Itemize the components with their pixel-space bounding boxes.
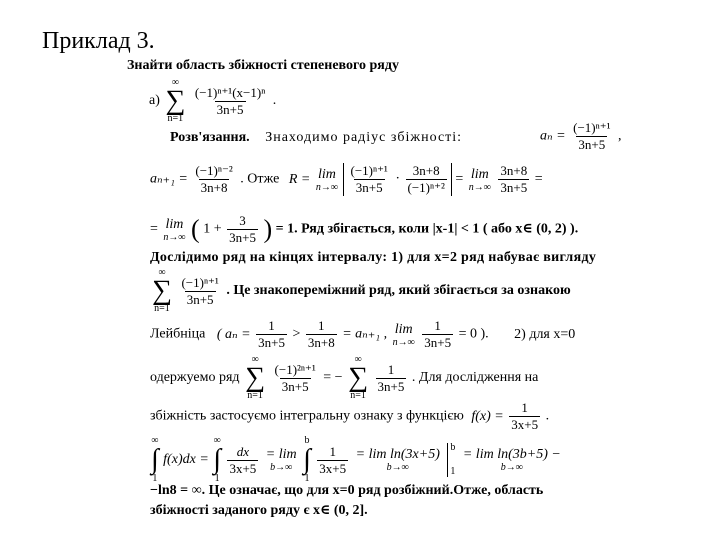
lim-word-2: lim [470, 166, 489, 182]
l7-frac-1 [273, 362, 318, 395]
limit-7 [463, 447, 561, 473]
line5-num: (−1)ⁿ⁺¹ [181, 274, 219, 290]
sum-symbol-2 [152, 268, 172, 314]
one-plus: 1 + [203, 221, 222, 237]
an1-label: aₙ₊₁ = [150, 171, 188, 187]
line5-den: 3n+5 [186, 291, 214, 307]
conclusion-line-1: −ln8 = ∞. Це означає, що для x=0 ряд розбіжний.Отже, область [150, 483, 544, 498]
lim-word-5: = lim [265, 447, 297, 462]
sigma-glyph-4: ∑ [348, 362, 369, 393]
int-den-1: 3x+5 [229, 460, 257, 476]
bar-upper: b [450, 442, 456, 453]
leib-num-3: 1 [434, 318, 441, 333]
l7-num-1: (−1)²ⁿ⁺¹ [274, 361, 316, 377]
int-upper-1: ∞ [151, 435, 159, 446]
leib-den-3: 3n+5 [424, 335, 452, 350]
x0-series-line [150, 355, 538, 401]
series-numerator: (−1)ⁿ⁺¹(x−1)ⁿ [194, 84, 266, 100]
otzhe-text: . Отже [240, 171, 280, 187]
leib-num-1: 1 [268, 318, 275, 333]
int-upper-3: b [304, 435, 310, 446]
integral-test-line [150, 400, 549, 433]
lim-sub-5: b→∞ [270, 462, 293, 473]
an-label: aₙ = [540, 128, 566, 144]
solution-label: Розв'язання. [170, 130, 250, 145]
lim-sub-4: n→∞ [392, 336, 415, 348]
limit-4 [393, 322, 415, 348]
endpoints-line: Дослідимо ряд на кінцях інтервалу: 1) для x=2 ряд набуває вигляду [150, 250, 597, 265]
sum-lower: n=1 [167, 113, 184, 124]
int-num-2: 1 [329, 443, 336, 459]
int-lower-1: 1 [152, 473, 158, 484]
abs-ratio [343, 163, 451, 196]
line5-fraction [179, 275, 220, 308]
an-comma: , [617, 128, 622, 144]
ratio-fraction-2 [406, 163, 447, 196]
lim-word-6: = lim ln(3x+5) [355, 447, 440, 462]
solution-line [170, 130, 462, 146]
limit-5 [266, 447, 297, 473]
sum-lower-3: n=1 [247, 390, 263, 401]
ratio-den-1: 3n+5 [355, 180, 383, 195]
mult-dot: · [395, 171, 400, 187]
sum-symbol-3 [245, 355, 265, 401]
fx-num: 1 [521, 400, 528, 415]
eq-sign: = [455, 171, 464, 187]
lim-sub-6: b→∞ [386, 462, 409, 473]
sum-symbol [165, 78, 185, 124]
int-lower-2: 1 [214, 473, 220, 484]
integral-3 [303, 436, 311, 484]
l7-num-2: 1 [387, 361, 395, 377]
ratio-num-3: 3n+8 [500, 163, 528, 178]
limit-1 [316, 167, 338, 193]
l7-den-2: 3n+5 [377, 378, 405, 394]
bar-lower: 1 [450, 466, 456, 477]
case-two: 2) для x=0 [514, 326, 576, 342]
line3-num: 3 [239, 213, 246, 228]
leib-frac-1 [256, 318, 287, 351]
lim-sub-3: n→∞ [163, 231, 186, 243]
eq-lead: = [150, 221, 158, 237]
eval-bar [447, 443, 455, 477]
l7-den-1: 3n+5 [281, 378, 309, 394]
convergence-line [150, 213, 578, 246]
l7-eq: = − [323, 370, 343, 386]
sum-upper: ∞ [171, 77, 179, 88]
eq-sign-2: = [534, 171, 543, 187]
lim-word-3: lim [165, 216, 184, 232]
ratio-num-2: 3n+8 [412, 163, 440, 178]
ratio-den-3: 3n+5 [500, 180, 528, 195]
sum-lower-4: n=1 [350, 390, 366, 401]
leib-num-2: 1 [318, 318, 325, 333]
an-expression [540, 120, 621, 153]
integral-glyph-1: ∫ [151, 444, 159, 475]
lim-word-4: lim [394, 321, 413, 337]
gt-sign: > [292, 326, 301, 342]
leib-an: ( aₙ = [216, 326, 251, 342]
integral-2 [213, 436, 221, 484]
lim-sub-2: n→∞ [468, 181, 491, 193]
line3-rest: = 1. Ряд збігається, коли |x-1| < 1 ( або x∈ (0, 2) ). [275, 221, 579, 237]
an1-denominator: 3n+8 [200, 180, 228, 195]
leib-den-2: 3n+8 [307, 335, 335, 350]
lim-word: lim [317, 166, 336, 182]
an1-numerator: (−1)ⁿ⁻² [195, 163, 233, 178]
fxdx: f(x)dx = [163, 452, 209, 468]
conclusion-line-2: збіжності заданого ряду є x∈ (0, 2]. [150, 503, 368, 518]
lim-sub: n→∞ [315, 181, 338, 193]
sigma-glyph-3: ∑ [245, 362, 266, 393]
an-numerator: (−1)ⁿ⁺¹ [573, 120, 611, 135]
sigma-glyph: ∑ [165, 85, 186, 116]
an1-fraction [193, 163, 234, 196]
line3-den: 3n+5 [229, 230, 256, 245]
leib-frac-3 [422, 318, 453, 351]
radius-line [150, 163, 543, 196]
integral-line [150, 436, 563, 484]
line3-fraction [227, 213, 258, 246]
int-num-1: dx [236, 443, 249, 459]
sum-upper-2: ∞ [158, 267, 166, 278]
paren-open: ( [191, 214, 200, 244]
r-eq: R = [288, 171, 311, 187]
an-denominator: 3n+5 [578, 137, 606, 152]
lim-word-7: = lim ln(3b+5) − [462, 447, 561, 462]
int-frac-1 [227, 444, 258, 477]
ratio-den-2: (−1)ⁿ⁺² [407, 180, 445, 195]
limit-2 [469, 167, 491, 193]
sum-upper-4: ∞ [354, 354, 362, 365]
endpoint1-series [150, 268, 571, 314]
fx-fraction [509, 400, 540, 433]
fx-den: 3x+5 [511, 417, 539, 432]
integral-glyph-2: ∫ [213, 444, 221, 475]
ratio-fraction-3 [498, 163, 529, 196]
an-fraction [571, 120, 612, 153]
solution-text: Знаходимо радіус збіжності: [265, 130, 463, 145]
page-title: Приклад 3. [42, 28, 155, 54]
sum-symbol-4 [348, 355, 368, 401]
int-lower-3: 1 [304, 473, 310, 484]
series-fraction [193, 85, 267, 118]
limit-3 [163, 217, 185, 243]
part-a-label: а) [149, 93, 160, 109]
lim-sub-7: b→∞ [500, 462, 523, 473]
leib-frac-2 [306, 318, 337, 351]
limit-6 [356, 447, 440, 473]
series-denominator: 3n+5 [216, 101, 244, 117]
l7-rest: . Для дослідження на [411, 370, 539, 386]
line7-start: одержуемо ряд [150, 370, 240, 386]
fx-label: f(x) = [471, 408, 504, 424]
integral-1 [151, 436, 159, 484]
task-header: Знайти область збіжності степеневого ряду [127, 58, 399, 73]
integral-glyph-3: ∫ [303, 444, 311, 475]
dot-2: . [545, 408, 550, 424]
leib-end: = 0 ). [458, 326, 489, 342]
int-upper-2: ∞ [213, 435, 221, 446]
ratio-num-1: (−1)ⁿ⁺¹ [350, 163, 388, 178]
sum-lower-2: n=1 [154, 303, 170, 314]
dot: . [272, 93, 277, 109]
leib-den-1: 3n+5 [258, 335, 285, 350]
int-den-2: 3x+5 [319, 460, 347, 476]
leib-an1: = aₙ₊₁ , [342, 326, 388, 342]
line5-rest: . Це знакопереміжний ряд, який збігається за ознакою [226, 283, 571, 299]
paren-close: ) [263, 214, 273, 244]
line8-text: збіжність застосуємо інтегральну ознаку з функцією [150, 408, 464, 424]
part-a-expression [149, 78, 276, 124]
l7-frac-2 [376, 362, 407, 395]
leibniz-line [150, 318, 575, 351]
ratio-fraction-1 [348, 163, 389, 196]
sum-upper-3: ∞ [251, 354, 259, 365]
int-frac-2 [317, 444, 348, 477]
sigma-glyph-2: ∑ [152, 275, 172, 306]
leibniz-word: Лейбніца [150, 326, 206, 342]
